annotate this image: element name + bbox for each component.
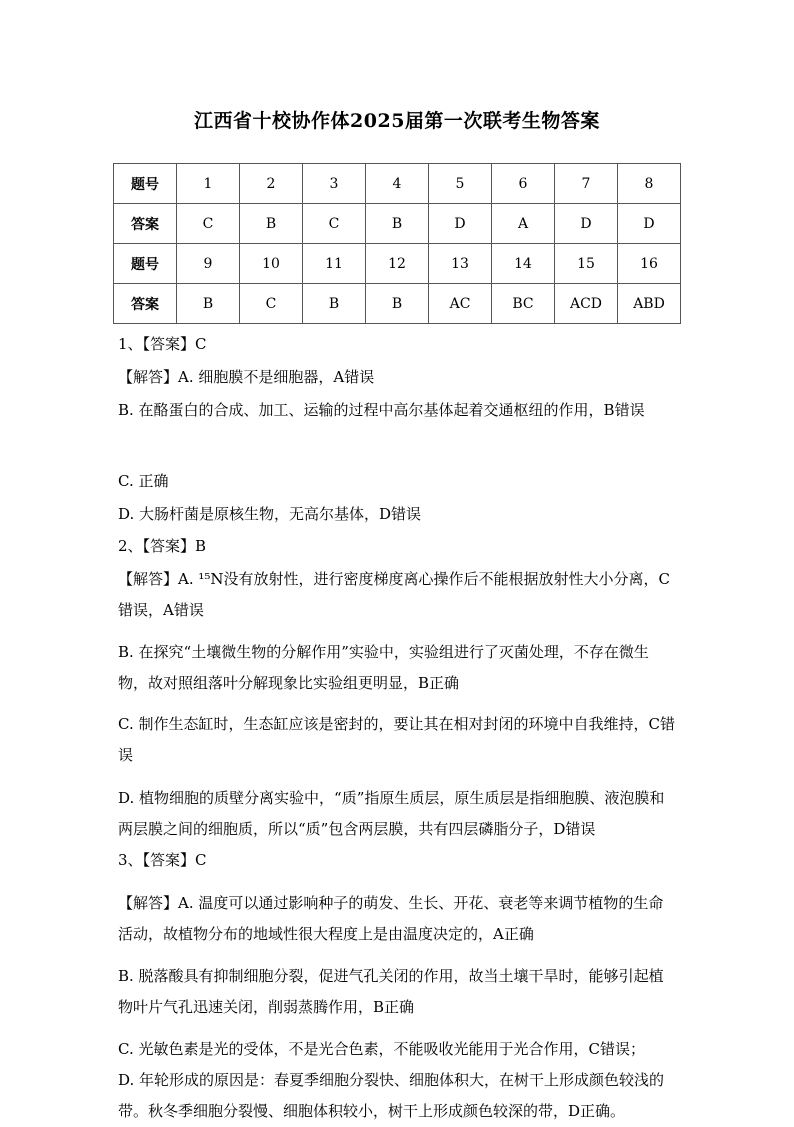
explanation-paragraph: D. 植物细胞的质壁分离实验中，“质”指原生质层，原生质层是指细胞膜、液泡膜和两层膜之间的细胞质，所以“质”包含两层膜，共有四层磷脂分子，D错误 — [118, 789, 665, 838]
table-cell: 11 — [303, 244, 366, 284]
answer-heading: 1、【答案】C — [118, 335, 207, 353]
explanation-paragraph: C. 光敏色素是光的受体，不是光合色素，不能吸收光能用于光合作用，C错误； — [118, 1040, 645, 1058]
table-cell: 4 — [366, 164, 429, 204]
table-cell: 答案 — [114, 284, 177, 324]
table-row — [114, 284, 681, 324]
answer-table — [113, 163, 681, 324]
table-cell: B — [177, 284, 240, 324]
table-cell: 2 — [240, 164, 303, 204]
table-cell: 14 — [492, 244, 555, 284]
table-cell: B — [240, 204, 303, 244]
answer-heading: 2、【答案】B — [118, 537, 207, 555]
explanation-paragraph: C. 正确 — [118, 472, 169, 490]
table-cell: 8 — [618, 164, 681, 204]
table-cell: 7 — [555, 164, 618, 204]
table-cell: 15 — [555, 244, 618, 284]
table-cell: C — [303, 204, 366, 244]
table-cell: C — [240, 284, 303, 324]
table-cell: 5 — [429, 164, 492, 204]
table-cell: B — [366, 284, 429, 324]
table-cell: D — [555, 204, 618, 244]
table-cell: BC — [492, 284, 555, 324]
answer-heading: 3、【答案】C — [118, 851, 207, 869]
table-cell: 12 — [366, 244, 429, 284]
table-cell: 16 — [618, 244, 681, 284]
table-cell: A — [492, 204, 555, 244]
table-cell: 10 — [240, 244, 303, 284]
table-cell: C — [177, 204, 240, 244]
table-cell: 9 — [177, 244, 240, 284]
table-cell: 题号 — [114, 164, 177, 204]
table-row — [114, 164, 681, 204]
explanation-paragraph: B. 在酪蛋白的合成、加工、运输的过程中高尔基体起着交通枢纽的作用，B错误 — [118, 401, 645, 419]
table-cell: ACD — [555, 284, 618, 324]
table-cell: ABD — [618, 284, 681, 324]
table-cell: 答案 — [114, 204, 177, 244]
table-cell: B — [366, 204, 429, 244]
explanation-paragraph: 【解答】A. 细胞膜不是细胞器，A错误 — [118, 368, 375, 386]
explanation-paragraph: D. 年轮形成的原因是：春夏季细胞分裂快、细胞体积大，在树干上形成颜色较浅的带。秋冬季细胞分裂慢、细胞体积较小，树干上形成颜色较深的带，D正确。 — [118, 1071, 665, 1120]
explanation-paragraph: D. 大肠杆菌是原核生物，无高尔基体，D错误 — [118, 505, 422, 523]
page-title: 江西省十校协作体2025届第一次联考生物答案 — [194, 110, 600, 132]
table-cell: B — [303, 284, 366, 324]
table-row — [114, 244, 681, 284]
explanation-paragraph: B. 在探究“土壤微生物的分解作用”实验中，实验组进行了灭菌处理，不存在微生物，故对照组落叶分解现象比实验组更明显，B正确 — [118, 643, 649, 692]
table-row — [114, 204, 681, 244]
table-cell: 13 — [429, 244, 492, 284]
explanation-paragraph: 【解答】A. ¹⁵N没有放射性，进行密度梯度离心操作后不能根据放射性大小分离，C错误，A错误 — [118, 570, 671, 619]
table-cell: 3 — [303, 164, 366, 204]
table-cell: D — [429, 204, 492, 244]
table-cell: 6 — [492, 164, 555, 204]
explanation-paragraph: B. 脱落酸具有抑制细胞分裂，促进气孔关闭的作用，故当土壤干旱时，能够引起植物叶片气孔迅速关闭，削弱蒸腾作用，B正确 — [118, 967, 664, 1016]
table-cell: 1 — [177, 164, 240, 204]
table-cell: 题号 — [114, 244, 177, 284]
explanation-paragraph: C. 制作生态缸时，生态缸应该是密封的，要让其在相对封闭的环境中自我维持，C错误 — [118, 715, 675, 764]
explanation-paragraph: 【解答】A. 温度可以通过影响种子的萌发、生长、开花、衰老等来调节植物的生命活动，故植物分布的地域性很大程度上是由温度决定的，A正确 — [118, 894, 664, 943]
table-cell: AC — [429, 284, 492, 324]
table-cell: D — [618, 204, 681, 244]
